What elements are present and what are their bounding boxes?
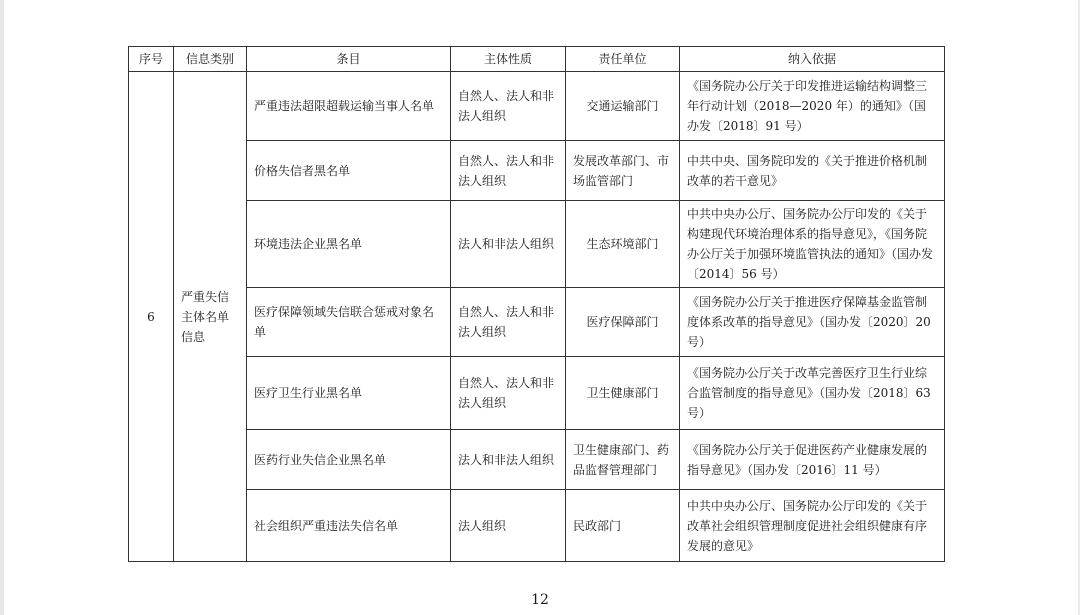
- nature-cell: 自然人、法人和非法人组织: [451, 288, 566, 357]
- table-row: [129, 141, 945, 201]
- nature-cell: 自然人、法人和非法人组织: [451, 72, 566, 141]
- item-cell: 医药行业失信企业黑名单: [247, 430, 451, 490]
- unit-cell: 发展改革部门、市场监管部门: [566, 141, 680, 201]
- unit-cell: 民政部门: [566, 490, 680, 562]
- basis-cell: 《国务院办公厅关于促进医药产业健康发展的指导意见》（国办发〔2016〕11 号）: [680, 430, 945, 490]
- unit-cell: 卫生健康部门、药品监督管理部门: [566, 430, 680, 490]
- basis-cell: 中共中央办公厅、国务院办公厅印发的《关于改革社会组织管理制度促进社会组织健康有序发展的意见》: [680, 490, 945, 562]
- item-cell: 医疗卫生行业黑名单: [247, 357, 451, 430]
- category-cell: 严重失信主体名单信息: [174, 72, 247, 562]
- header-nature: 主体性质: [451, 47, 566, 72]
- nature-cell: 自然人、法人和非法人组织: [451, 141, 566, 201]
- item-cell: 环境违法企业黑名单: [247, 201, 451, 288]
- item-cell: 严重违法超限超载运输当事人名单: [247, 72, 451, 141]
- basis-cell: 《国务院办公厅关于改革完善医疗卫生行业综合监管制度的指导意见》（国办发〔2018〕63 号）: [680, 357, 945, 430]
- header-item: 条目: [247, 47, 451, 72]
- item-cell: 价格失信者黑名单: [247, 141, 451, 201]
- page-edge-left: [0, 0, 4, 615]
- nature-cell: 法人和非法人组织: [451, 430, 566, 490]
- nature-cell: 法人组织: [451, 490, 566, 562]
- table-row: [129, 357, 945, 430]
- page-number: 12: [531, 592, 549, 608]
- basis-cell: 《国务院办公厅关于推进医疗保障基金监管制度体系改革的指导意见》（国办发〔2020〕20 号）: [680, 288, 945, 357]
- header-category: 信息类别: [174, 47, 247, 72]
- header-unit: 责任单位: [566, 47, 680, 72]
- item-cell: 医疗保障领域失信联合惩戒对象名单: [247, 288, 451, 357]
- basis-cell: 《国务院办公厅关于印发推进运输结构调整三年行动计划（2018—2020 年）的通知》（国办发〔2018〕91 号）: [680, 72, 945, 141]
- basis-cell: 中共中央办公厅、国务院办公厅印发的《关于构建现代环境治理体系的指导意见》，《国务院办公厅关于加强环境监管执法的通知》（国办发〔2014〕56 号）: [680, 201, 945, 288]
- table-row: [129, 201, 945, 288]
- seq-cell: 6: [129, 72, 174, 562]
- unit-cell: 医疗保障部门: [566, 288, 680, 357]
- nature-cell: 自然人、法人和非法人组织: [451, 357, 566, 430]
- unit-cell: 交通运输部门: [566, 72, 680, 141]
- table-header-row: [129, 47, 945, 72]
- header-seq: 序号: [129, 47, 174, 72]
- unit-cell: 生态环境部门: [566, 201, 680, 288]
- table-row: [129, 288, 945, 357]
- basis-cell: 中共中央、国务院印发的《关于推进价格机制改革的若干意见》: [680, 141, 945, 201]
- table-row: [129, 490, 945, 562]
- header-basis: 纳入依据: [680, 47, 945, 72]
- unit-cell: 卫生健康部门: [566, 357, 680, 430]
- nature-cell: 法人和非法人组织: [451, 201, 566, 288]
- table-row: [129, 430, 945, 490]
- table-row: [129, 72, 945, 141]
- item-cell: 社会组织严重违法失信名单: [247, 490, 451, 562]
- credit-list-table: [128, 46, 945, 562]
